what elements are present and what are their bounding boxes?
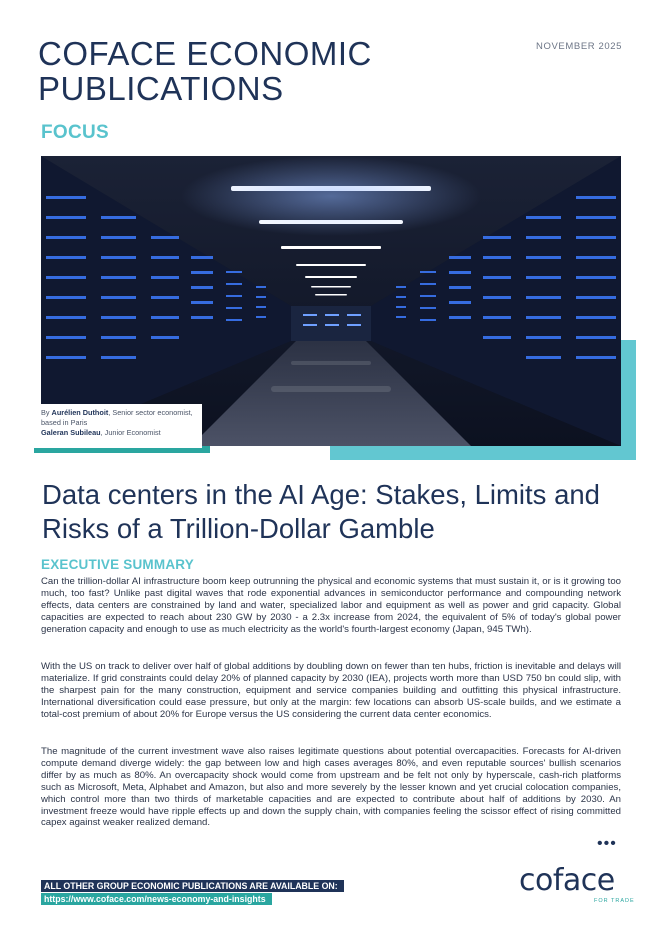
author2-role: , Junior Economist xyxy=(100,428,161,437)
author2-name: Galeran Subileau xyxy=(41,428,101,437)
coface-logo: coface xyxy=(519,863,615,898)
publications-notice: ALL OTHER GROUP ECONOMIC PUBLICATIONS ARE AVAILABLE ON: xyxy=(41,880,344,892)
server-corridor-illustration xyxy=(41,156,621,446)
continuation-dots-icon: ••• xyxy=(597,835,617,852)
summary-paragraph-2: With the US on track to deliver over half of global additions by doubling down on fewer than ten hubs, friction is inevitable and delays will materialize. If grid constraints could delay 20% of planned capacity by 2030 (IEA), projects worth more than USD 750 bn could slip, with the sharpest pain for the many construction, equipment and service companies building and outfitting this physical infrastructure. International diversification could ease pressure, but only at the margin: few locations can absorb US-scale builds, and we estimate a total-cost premium of about 20% for Europe versus the US considering the current data center economics. xyxy=(41,661,621,720)
summary-paragraph-1: Can the trillion-dollar AI infrastructure boom keep outrunning the physical and economic systems that must sustain it, or is it growing too much, too fast? Unlike past digital waves that rode exponential advances in semiconductor performance and compounding network effects, data centers are constrained by land and water, specialized labor and equipment as well as power and grid capacity. Global capacities are expected to reach about 230 GW by 2030 - a 2.3x increase from 2024, the equivalent of 5% of today's global power generation capacity and enough to use as much electricity as the world's fourth-largest economy (Japan, 945 TWh). xyxy=(41,576,621,635)
section-label: FOCUS xyxy=(41,122,109,143)
hero-image-data-center xyxy=(41,156,621,446)
author-byline xyxy=(34,404,202,448)
publication-title: COFACE ECONOMIC PUBLICATIONS xyxy=(38,35,372,107)
summary-paragraph-3: The magnitude of the current investment wave also raises legitimate questions about potential overcapacities. Forecasts for AI-driven compute demand diverge widely: the gap between low and high cases averages 80%, and even reputable sources' bullish scenarios differ by as much as 80%. An overcapacity shock would come from upstream and be felt not only by hyperscale, cash-rich platforms such as Microsoft, Meta, Alphabet and Amazon, but also and more severely by the lesser known and yet crucial colocation companies, which control more than two thirds of marketable capacities and are expected to contribute about half of additions by 2030. An investment freeze would have ripple effects up and down the supply chain, with companies feeling the scissor effect of rising committed capex against weaker realized demand. xyxy=(41,746,621,829)
author1-role: , Senior sector economist, based in Paris xyxy=(41,408,193,427)
executive-summary-heading: EXECUTIVE SUMMARY xyxy=(41,557,194,572)
logo-tagline: FOR TRADE xyxy=(594,898,635,904)
publication-date: NOVEMBER 2025 xyxy=(536,41,622,52)
author1-name: Aurélien Duthoit xyxy=(51,408,109,417)
publications-link[interactable]: https://www.coface.com/news-economy-and-insights xyxy=(41,893,272,905)
article-title: Data centers in the AI Age: Stakes, Limits and Risks of a Trillion-Dollar Gamble xyxy=(42,479,600,544)
byline-prefix: By xyxy=(41,408,52,417)
